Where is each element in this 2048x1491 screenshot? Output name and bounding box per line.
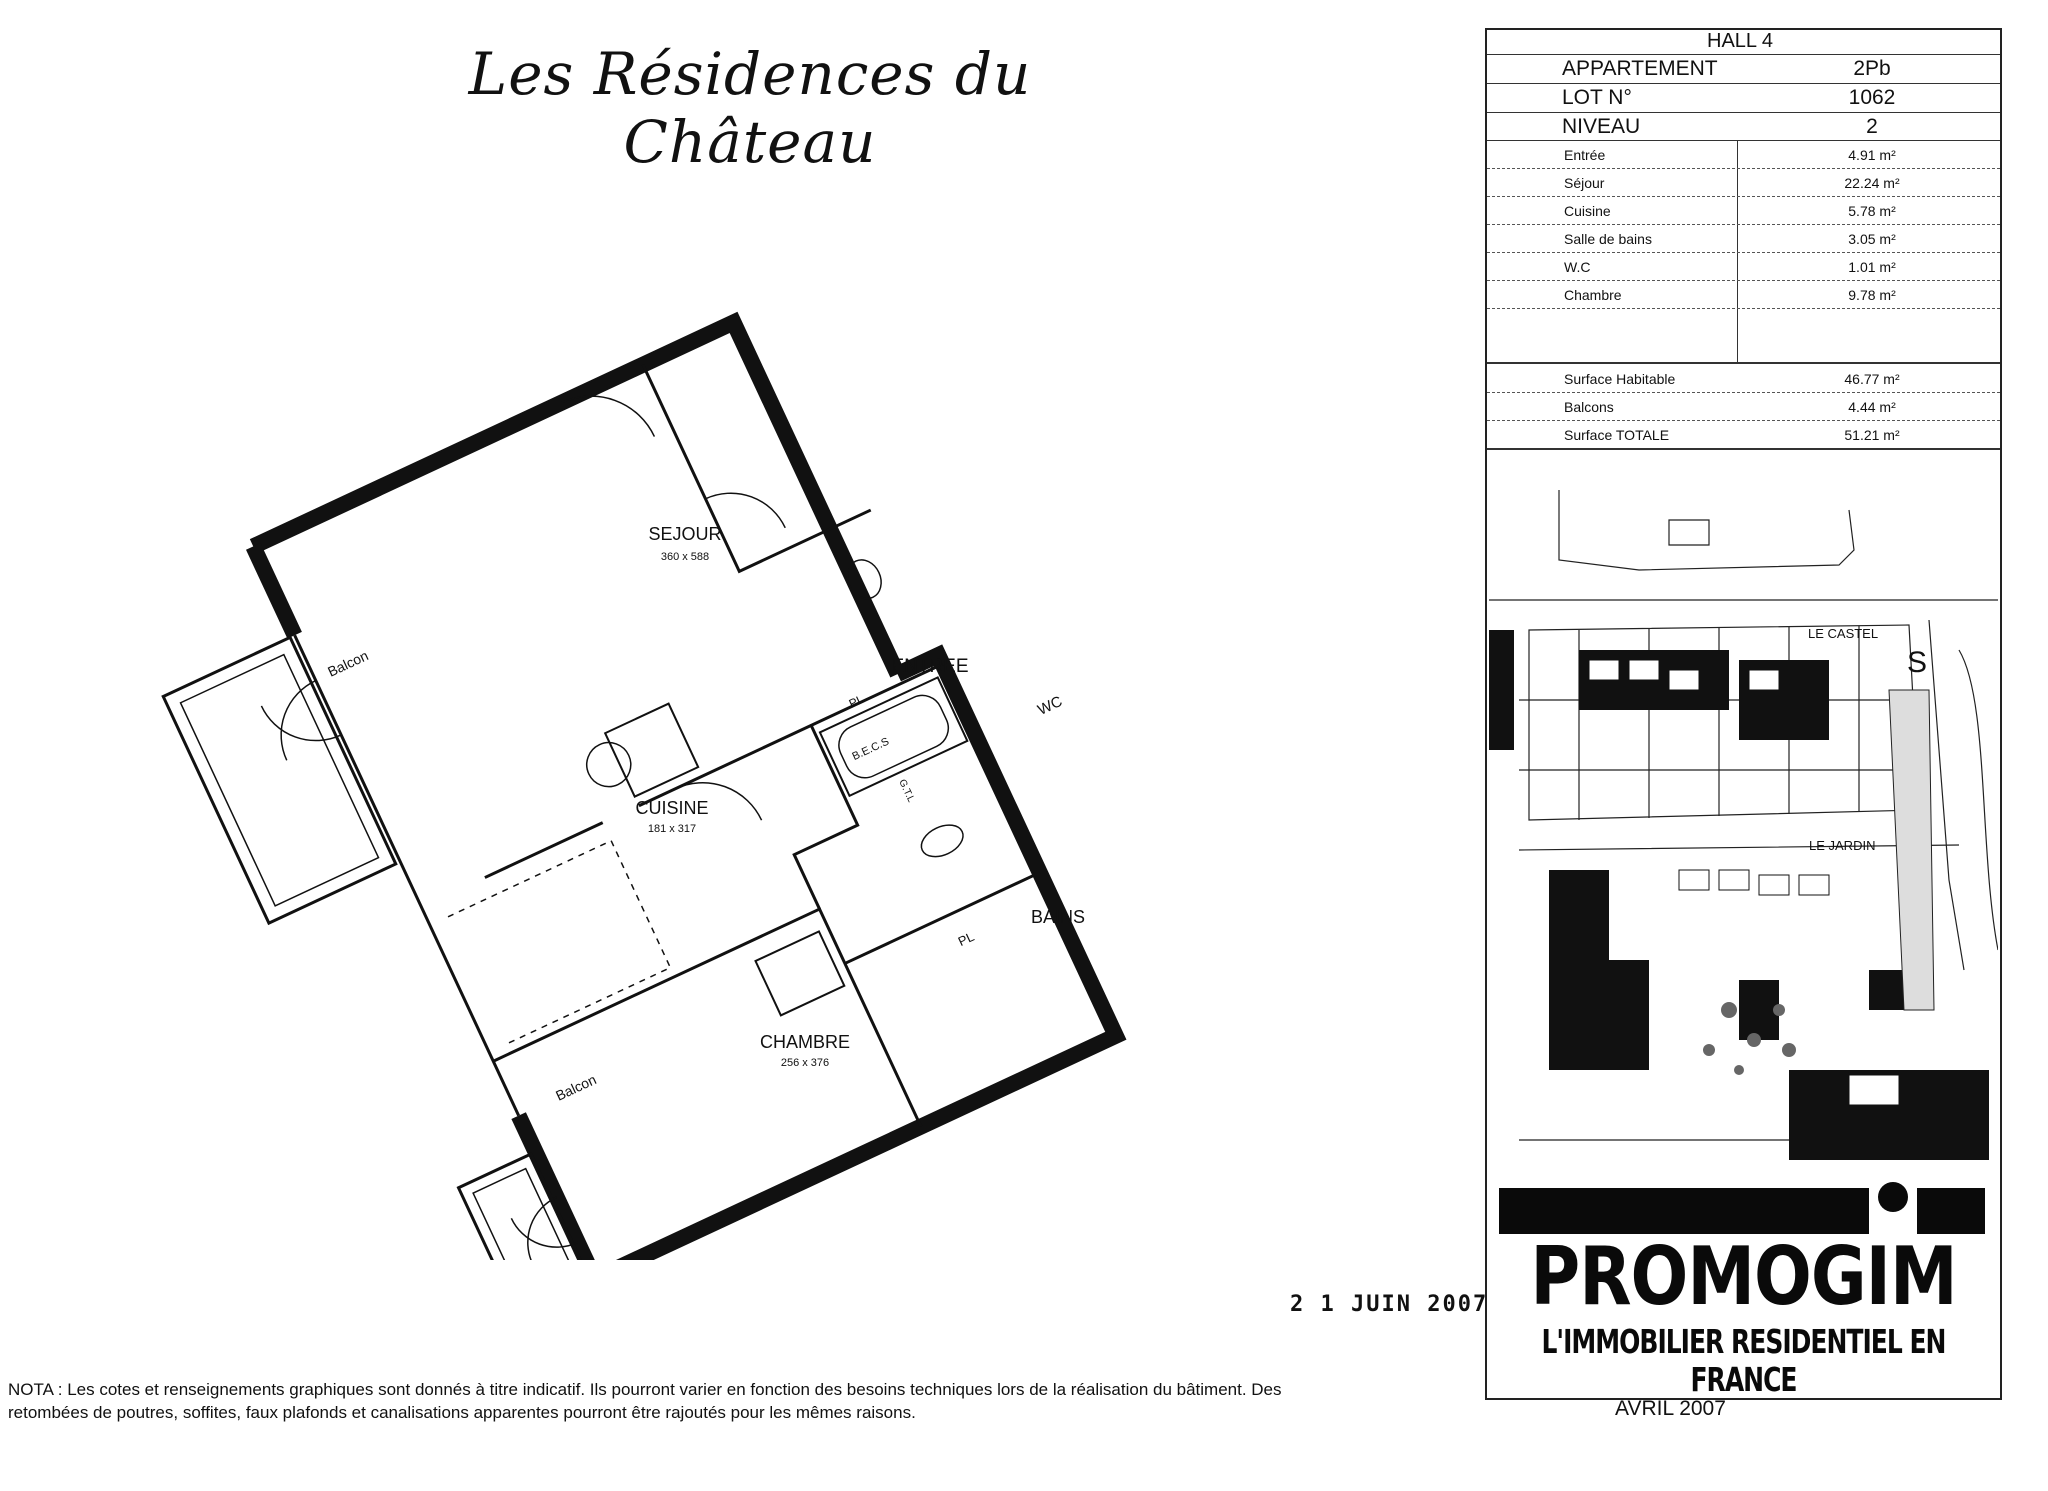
brand-dot-icon: [1878, 1182, 1908, 1212]
surface-label: Salle de bains: [1564, 231, 1652, 247]
room-dims-cuisine: 181 x 317: [647, 823, 697, 835]
niveau-label: NIVEAU: [1562, 115, 1641, 138]
surface-value: 9.78 m²: [1848, 287, 1896, 303]
surface-row: [1487, 226, 2000, 253]
appartement-label: APPARTEMENT: [1562, 57, 1718, 80]
room-label-cuisine: CUISINE: [635, 798, 709, 818]
site-map: [1489, 450, 1998, 1168]
info-cartouche: [1485, 28, 2002, 1400]
disclaimer-line-2: retombées de poutres, soffites, faux plafonds et canalisations apparentes pourront être rajoutés pour les mêmes raisons.: [8, 1403, 916, 1422]
lot-row: [1487, 84, 2000, 113]
room-label-sejour: SEJOUR: [648, 524, 722, 544]
brand-bar-right: [1917, 1188, 1985, 1234]
brand-tagline: L'IMMOBILIER RESIDENTIEL EN FRANCE: [1541, 1323, 1946, 1399]
surface-row: [1487, 254, 2000, 281]
surface-row: [1487, 198, 2000, 225]
total-value: 46.77 m²: [1844, 371, 1900, 387]
received-stamp: 2 1 JUIN 2007: [1290, 1292, 1489, 1317]
fixture-gtl: G.T.L: [896, 777, 917, 805]
disclaimer-line-1: NOTA : Les cotes et renseignements graphiques sont donnés à titre indicatif. Ils pourront varier en fonction des besoins techniques lors de la réalisation du bâtiment. Des: [8, 1380, 1282, 1399]
fixture-pl-2: PL: [955, 928, 977, 950]
page-title: Les Résidences du Château: [468, 40, 1032, 176]
edition-date: AVRIL 2007: [1615, 1397, 1726, 1420]
total-value: 51.21 m²: [1844, 427, 1900, 443]
niveau-row: [1487, 113, 2000, 141]
surface-label: Chambre: [1564, 287, 1622, 303]
appartement-row: [1487, 55, 2000, 84]
lot-value: 1062: [1848, 86, 1896, 109]
surface-label: Séjour: [1564, 175, 1605, 191]
surface-label: Cuisine: [1564, 203, 1611, 219]
disclaimer-note: [8, 1378, 1428, 1424]
total-label: Surface TOTALE: [1564, 427, 1670, 443]
surface-label: W.C: [1564, 259, 1591, 275]
surface-value: 1.01 m²: [1848, 259, 1896, 275]
appartement-value: 2Pb: [1853, 57, 1891, 80]
total-label: Balcons: [1564, 399, 1614, 415]
total-value: 4.44 m²: [1848, 399, 1896, 415]
surface-row: [1487, 142, 2000, 169]
room-label-bains: BAINS: [1030, 907, 1086, 927]
fixture-pl-1: PL: [846, 691, 866, 711]
fixture-becs: B.E.C.S: [850, 735, 891, 763]
room-label-entree: ENTREE: [891, 656, 969, 677]
room-label-chambre: CHAMBRE: [759, 1032, 851, 1052]
map-label-castel: LE CASTEL: [1808, 626, 1879, 641]
hall-row: [1487, 30, 2000, 55]
total-row: [1487, 422, 2000, 450]
surface-value: 3.05 m²: [1848, 231, 1896, 247]
balcony-label-1: Balcon: [325, 647, 371, 680]
north-arrow-icon: S: [1907, 646, 1928, 679]
apartment-outline: [122, 303, 1116, 1260]
surface-value: 5.78 m²: [1848, 203, 1896, 219]
surface-value: 22.24 m²: [1844, 175, 1900, 191]
surface-row: [1487, 170, 2000, 197]
total-label: Surface Habitable: [1564, 371, 1676, 387]
room-dims-chambre: 256 x 376: [780, 1057, 830, 1069]
room-dims-sejour: 360 x 588: [660, 551, 710, 563]
lot-label: LOT N°: [1562, 86, 1632, 109]
balcony-label-2: Balcon: [553, 1071, 599, 1104]
total-row: [1487, 366, 2000, 393]
surface-value: 4.91 m²: [1848, 147, 1896, 163]
room-label-wc: WC: [1035, 692, 1066, 719]
total-row: [1487, 394, 2000, 421]
brand-name: PROMOGIM: [1530, 1230, 1957, 1325]
hall-label: HALL 4: [1707, 30, 1773, 52]
surface-row: [1487, 282, 2000, 309]
surface-spacer: [1487, 310, 2000, 364]
brand-bar-left: [1499, 1188, 1869, 1234]
map-label-jardin: LE JARDIN: [1809, 838, 1876, 853]
niveau-value: 2: [1866, 115, 1878, 138]
surface-label: Entrée: [1564, 147, 1606, 163]
